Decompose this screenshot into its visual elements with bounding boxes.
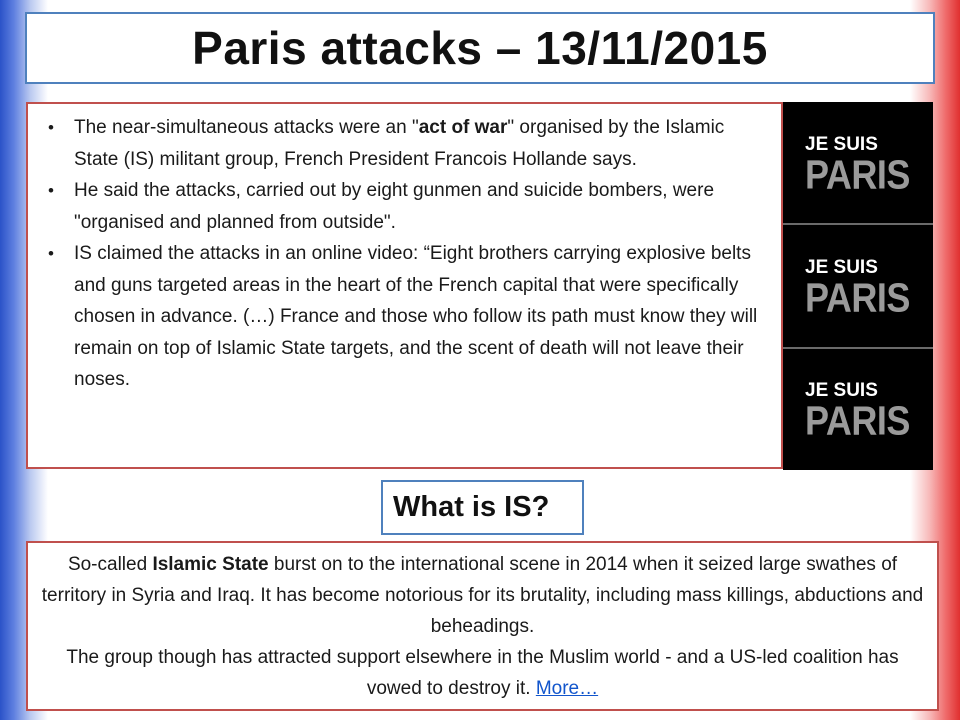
paris-text: PARIS <box>805 151 910 198</box>
question-box <box>381 480 584 535</box>
bullet-1-bold: act of war <box>418 117 508 138</box>
bullet-icon: • <box>48 118 54 137</box>
je-suis-paris-image <box>783 349 933 470</box>
bullet-icon: • <box>48 181 54 200</box>
bullet-item <box>48 238 763 396</box>
je-suis-paris-image <box>783 225 933 346</box>
title-box <box>25 12 935 84</box>
je-suis-paris-images <box>783 102 933 470</box>
bullet-icon: • <box>48 244 54 263</box>
je-suis-text: JE SUIS <box>805 133 878 155</box>
info-text-1: burst on to the international scene in 2014 when it seized large swathes of territory in Syria and Iraq. It has become notorious for its brutality, including mass killings, abductions and beheadings. <box>41 554 924 637</box>
paris-text: PARIS <box>805 274 910 321</box>
info-box <box>26 541 939 711</box>
slide-title: Paris attacks – 13/11/2015 <box>192 22 768 74</box>
question-heading: What is IS? <box>393 491 550 523</box>
bullet-1-before: The near-simultaneous attacks were an " <box>74 117 419 138</box>
bullet-item <box>48 112 763 175</box>
je-suis-text: JE SUIS <box>805 256 878 278</box>
je-suis-paris-image <box>783 102 933 223</box>
bullet-1-after: " organised by the Islamic State (IS) militant group, French President Francois Hollande says. <box>74 117 725 170</box>
bullet-2-text: He said the attacks, carried out by eight gunmen and suicide bombers, were "organised and planned from outside". <box>74 180 715 233</box>
info-bold: Islamic State <box>152 554 269 575</box>
more-link[interactable]: More… <box>535 678 599 699</box>
bullet-item <box>48 175 763 238</box>
bullets-box <box>26 102 783 469</box>
info-prefix: So-called <box>67 554 153 575</box>
paris-text: PARIS <box>805 397 910 444</box>
bullet-list <box>48 112 763 396</box>
bullet-3-text: IS claimed the attacks in an online video: “Eight brothers carrying explosive belts and guns targeted areas in the heart of the French capital that were specifically chosen in advance. (…) France and those who follow its path must know they will remain on top of Islamic State targets, and the scent of death will not leave their noses. <box>74 243 758 390</box>
info-text-2: The group though has attracted support elsewhere in the Muslim world - and a US-led coalition has vowed to destroy it. <box>66 647 899 699</box>
je-suis-text: JE SUIS <box>805 380 878 402</box>
